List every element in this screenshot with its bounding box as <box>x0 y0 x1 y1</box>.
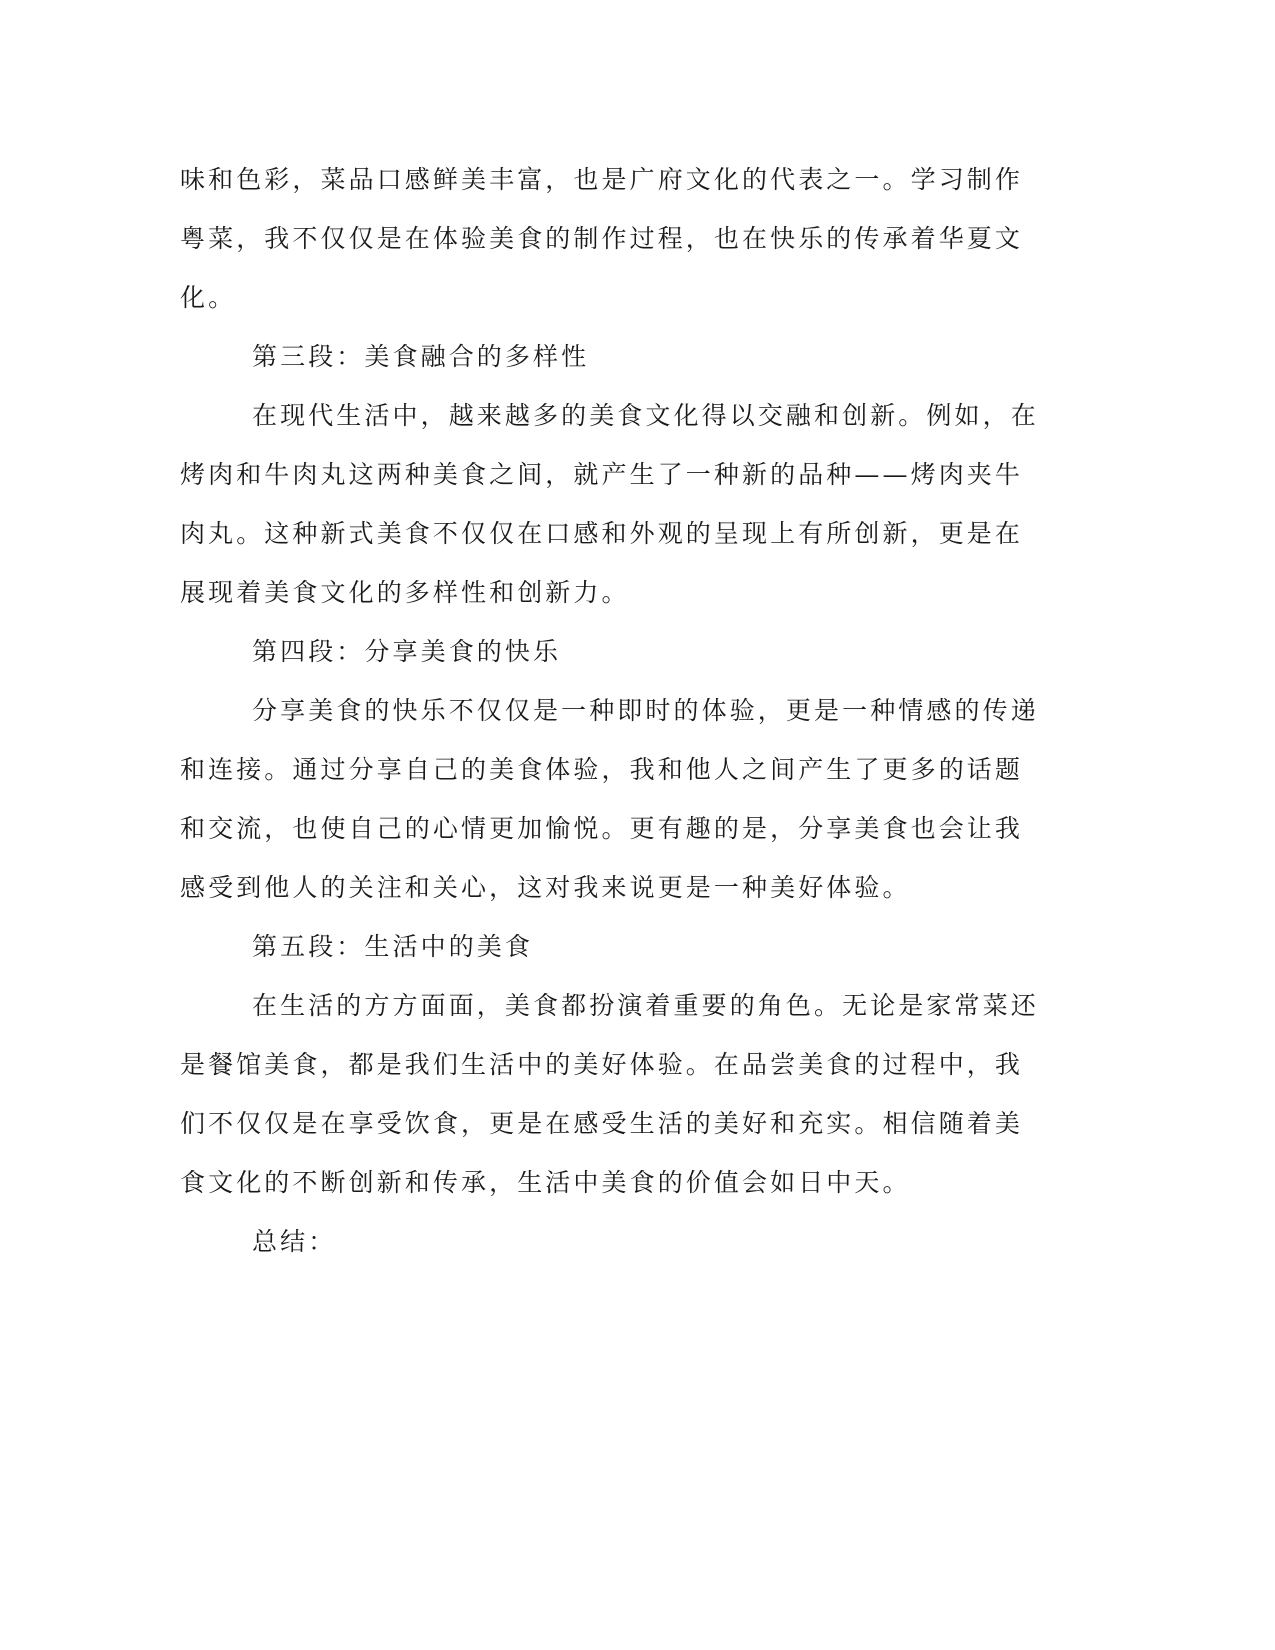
text-line: 们不仅仅是在享受饮食，更是在感受生活的美好和充实。相信随着美 <box>180 1109 1024 1138</box>
text-line: 化。 <box>180 283 237 312</box>
text-line: 展现着美食文化的多样性和创新力。 <box>180 578 630 607</box>
text-line: 和连接。通过分享自己的美食体验，我和他人之间产生了更多的话题 <box>180 755 1024 784</box>
text-line: 食文化的不断创新和传承，生活中美食的价值会如日中天。 <box>180 1168 911 1197</box>
document-page <box>180 150 1039 1271</box>
text-line: 和交流，也使自己的心情更加愉悦。更有趣的是，分享美食也会让我 <box>180 814 1024 843</box>
text-line: 分享美食的快乐不仅仅是一种即时的体验，更是一种情感的传递 <box>252 696 1039 725</box>
section-heading: 第三段：美食融合的多样性 <box>252 342 590 371</box>
text-line: 味和色彩，菜品口感鲜美丰富，也是广府文化的代表之一。学习制作 <box>180 165 1024 194</box>
text-line: 感受到他人的关注和关心，这对我来说更是一种美好体验。 <box>180 873 911 902</box>
text-line: 是餐馆美食，都是我们生活中的美好体验。在品尝美食的过程中，我 <box>180 1050 1024 1079</box>
text-line: 肉丸。这种新式美食不仅仅在口感和外观的呈现上有所创新，更是在 <box>180 519 1024 548</box>
section-heading: 第五段：生活中的美食 <box>252 932 534 961</box>
section-heading: 第四段：分享美食的快乐 <box>252 637 562 666</box>
section-heading: 总结： <box>252 1227 337 1256</box>
text-line: 粤菜，我不仅仅是在体验美食的制作过程，也在快乐的传承着华夏文 <box>180 224 1024 253</box>
text-line: 在生活的方方面面，美食都扮演着重要的角色。无论是家常菜还 <box>252 991 1039 1020</box>
text-line: 在现代生活中，越来越多的美食文化得以交融和创新。例如，在 <box>252 401 1039 430</box>
text-line: 烤肉和牛肉丸这两种美食之间，就产生了一种新的品种——烤肉夹牛 <box>180 460 1024 489</box>
